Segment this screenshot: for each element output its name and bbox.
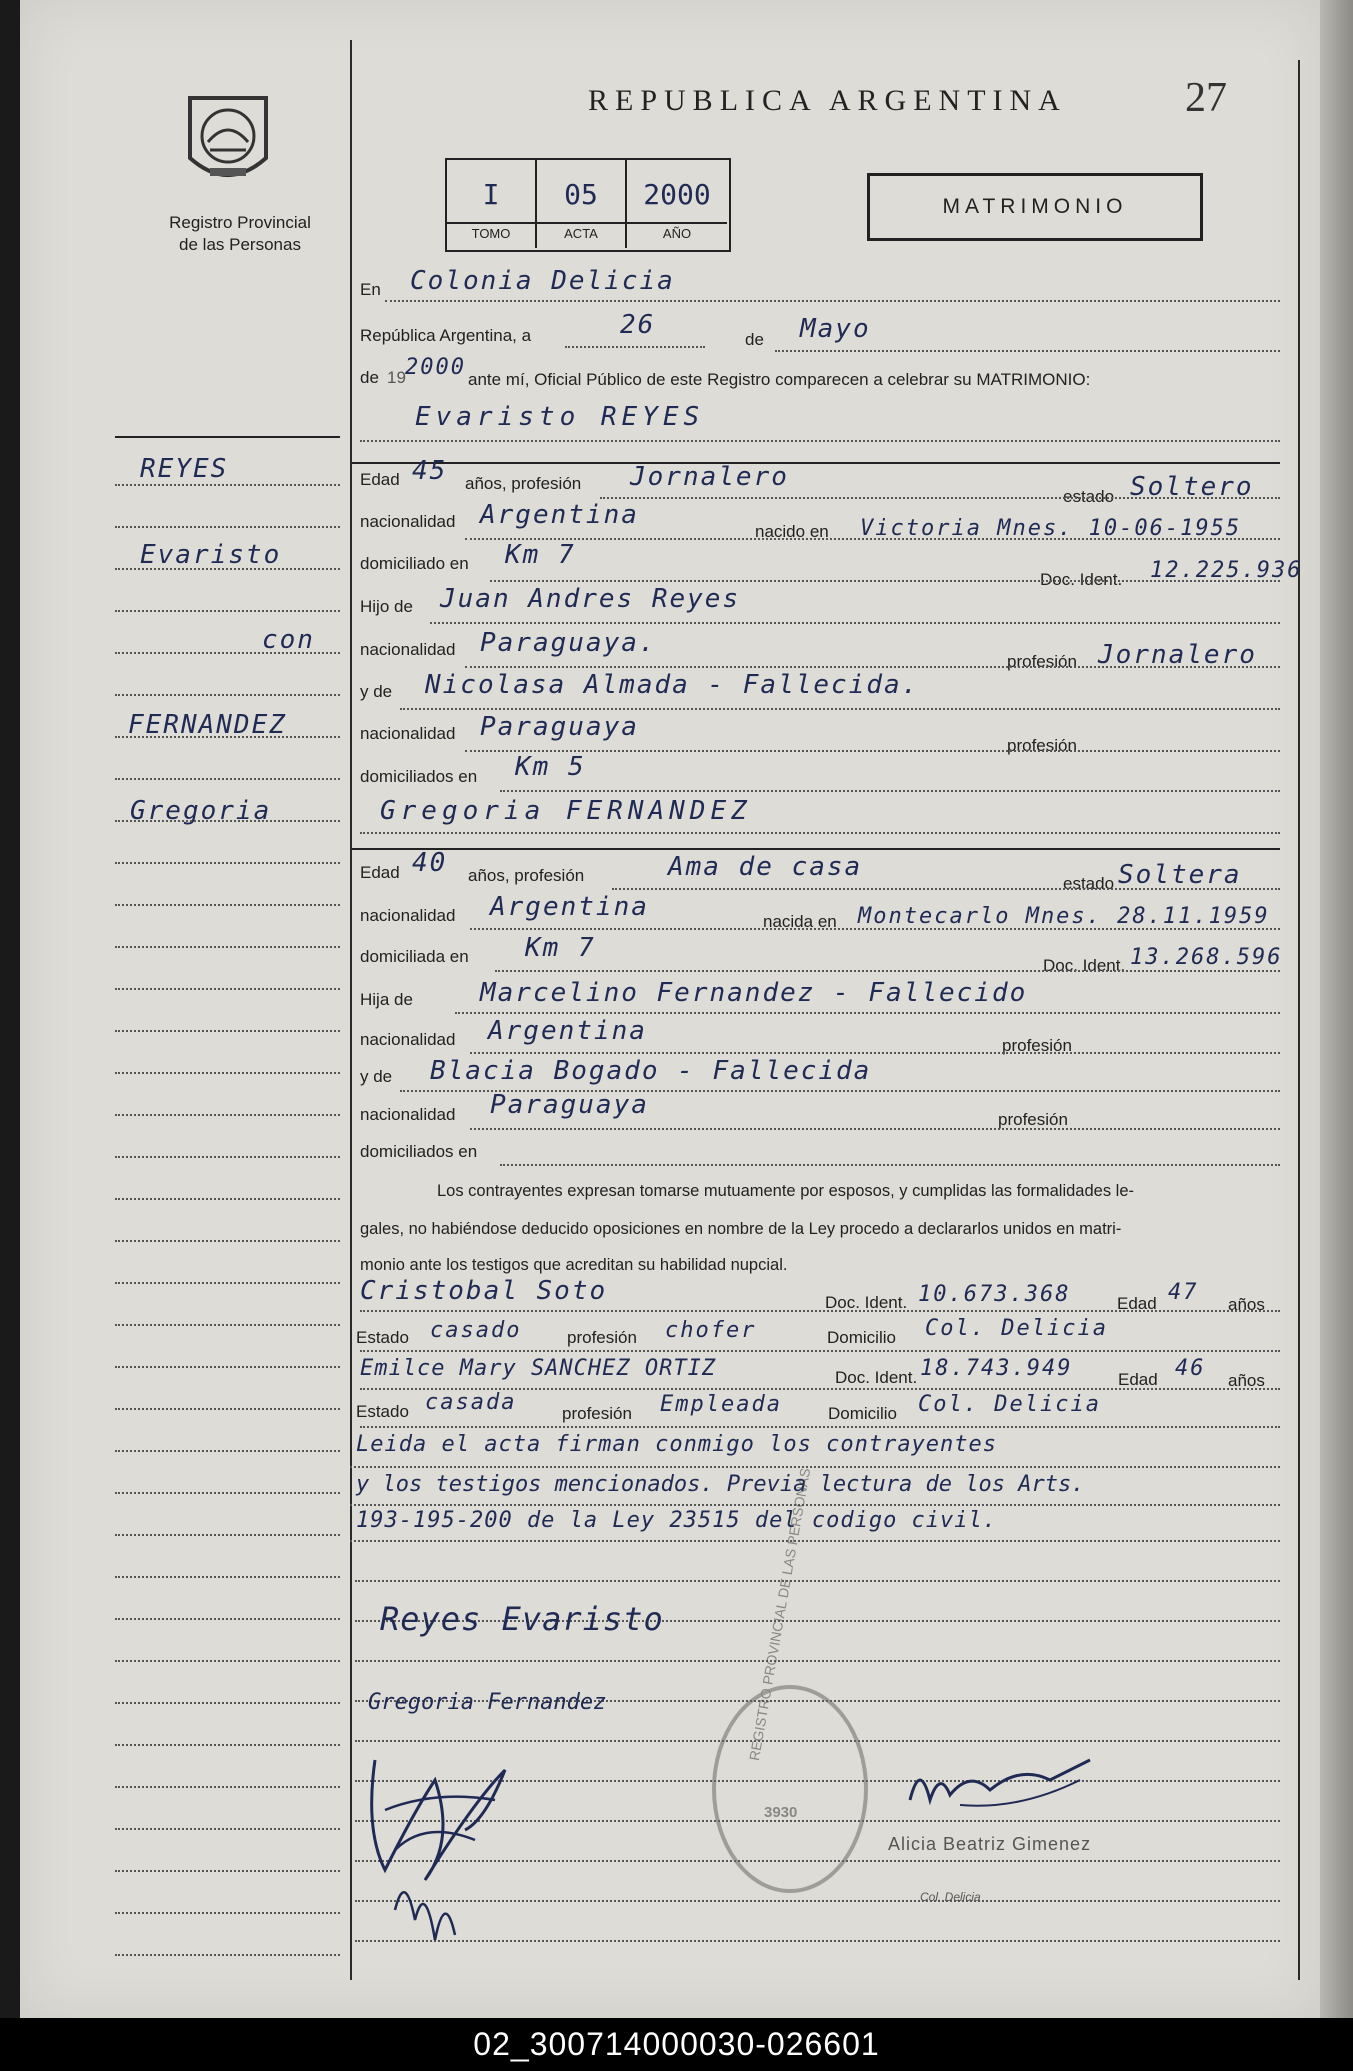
witness2-profession: Empleada	[660, 1392, 782, 1417]
bride-yde-label: y de	[360, 1067, 393, 1086]
groom-hijo-label: Hijo de	[360, 597, 413, 616]
month-value: Mayo	[800, 314, 871, 344]
groom-mother-nationality: Paraguaya	[480, 712, 639, 742]
bride-age: 40	[412, 848, 448, 878]
day-value: 26	[620, 310, 656, 340]
groom-signature: Reyes Evaristo	[380, 1600, 664, 1638]
dotted-line	[500, 790, 1280, 792]
dotted-line	[115, 1870, 340, 1872]
bride-birthplace: Montecarlo Mnes. 28.11.1959	[858, 904, 1270, 929]
dotted-line	[115, 1576, 340, 1578]
groom-age: 45	[412, 456, 448, 486]
groom-estado: Soltero	[1130, 472, 1254, 502]
bride-nationality: Argentina	[490, 892, 649, 922]
witness2-age: 46	[1175, 1356, 1206, 1381]
witness2-anos-label: años	[1228, 1371, 1265, 1390]
groom-doc: 12.225.936	[1150, 558, 1303, 583]
bride-estado: Soltera	[1118, 860, 1242, 890]
witness-signatures-scribble	[355, 1720, 545, 1960]
witness2-domicile: Col. Delicia	[918, 1392, 1101, 1417]
bride-doc-label: Doc. Ident.	[1043, 956, 1126, 975]
witness2-estado-label: Estado	[356, 1402, 409, 1421]
dotted-line	[115, 1198, 340, 1200]
dotted-line	[360, 1350, 1280, 1352]
bride-anos-label: años, profesión	[468, 866, 585, 885]
bride-signature: Gregoria Fernandez	[368, 1690, 607, 1715]
dotted-line	[115, 1282, 340, 1284]
groom-doc-label: Doc. Ident.	[1040, 570, 1123, 589]
dotted-line	[612, 888, 1280, 890]
bride-mother-nat-label: nacionalidad	[360, 1105, 456, 1124]
bride-father: Marcelino Fernandez - Fallecido	[480, 978, 1028, 1008]
witness2-name: Emilce Mary SANCHEZ ORTIZ	[360, 1356, 717, 1381]
dotted-line	[490, 580, 1280, 582]
dotted-line	[455, 1012, 1280, 1014]
witness1-prof-label: profesión	[567, 1328, 637, 1347]
bride-father-nationality: Argentina	[488, 1016, 647, 1046]
dotted-line	[115, 526, 340, 528]
witness1-estado-label: Estado	[356, 1328, 409, 1347]
dotted-line	[115, 862, 340, 864]
dotted-line	[360, 1426, 1280, 1428]
bride-mother-prof-label: profesión	[998, 1110, 1068, 1129]
bride-mother-nationality: Paraguaya	[490, 1090, 649, 1120]
dotted-line	[115, 1660, 340, 1662]
groom-nac-label: nacionalidad	[360, 512, 456, 531]
bride-parents-dom-label: domiciliados en	[360, 1142, 478, 1161]
ante-text: ante mí, Oficial Público de este Registro comparecen a celebrar su MATRIMONIO:	[468, 370, 1091, 389]
dotted-line	[115, 1072, 340, 1074]
witness1-dom-label: Domicilio	[827, 1328, 896, 1347]
dotted-line	[115, 694, 340, 696]
bride-mother: Blacia Bogado - Fallecida	[430, 1056, 872, 1086]
bride-doc: 13.268.596	[1130, 945, 1283, 970]
ano-value: 2000	[643, 178, 711, 211]
margin-name1: Evaristo	[140, 540, 282, 570]
groom-full-name: Evaristo REYES	[415, 402, 705, 432]
dotted-line	[115, 1324, 340, 1326]
witness2-doc: 18.743.949	[920, 1356, 1073, 1381]
bride-nac-label: nacionalidad	[360, 906, 456, 925]
statement-line2: gales, no habiéndose deducido oposiciones en nombre de la Ley procedo a declararlos unidos en matri-	[360, 1220, 1122, 1238]
bride-edad-label: Edad	[360, 863, 400, 882]
dotted-line	[115, 736, 340, 738]
dotted-line	[400, 708, 1280, 710]
groom-father-prof-label: profesión	[1007, 652, 1077, 671]
dotted-line	[115, 1156, 340, 1158]
witness1-domicile: Col. Delicia	[925, 1316, 1108, 1341]
act-number-box	[445, 158, 731, 252]
margin-surname2: FERNANDEZ	[128, 710, 287, 740]
dotted-line	[500, 1164, 1280, 1166]
groom-parents-domicile: Km 5	[515, 752, 586, 782]
bride-estado-label: estado	[1063, 874, 1115, 893]
witness1-anos-label: años	[1228, 1295, 1265, 1314]
witness1-edad-label: Edad	[1117, 1294, 1157, 1313]
dotted-line	[465, 538, 1280, 540]
dotted-line	[600, 497, 1280, 499]
groom-father-profession: Jornalero	[1098, 640, 1257, 670]
tomo-label: TOMO	[447, 222, 535, 244]
closing-line1: Leida el acta firman conmigo los contrayentes	[356, 1432, 998, 1457]
witness1-doc: 10.673.368	[918, 1282, 1071, 1307]
bride-hija-label: Hija de	[360, 990, 413, 1009]
place-value: Colonia Delicia	[410, 266, 675, 296]
dotted-line	[115, 610, 340, 612]
dotted-line	[115, 568, 340, 570]
bride-dom-label: domiciliada en	[360, 947, 469, 966]
dotted-line	[115, 1030, 340, 1032]
dotted-line	[495, 970, 1280, 972]
statement-line3: monio ante los testigos que acreditan su habilidad nupcial.	[360, 1256, 788, 1274]
scan-caption: 02_300714000030-026601	[0, 2018, 1353, 2071]
dotted-line	[360, 832, 1280, 834]
de2-label: de	[360, 368, 379, 387]
official-name: Alicia Beatriz Gimenez	[888, 1834, 1092, 1854]
dotted-line	[115, 778, 340, 780]
statement-line1: Los contrayentes expresan tomarse mutuamente por esposos, y cumplidas las formalidades le-	[437, 1182, 1135, 1200]
groom-anos-label: años, profesión	[465, 474, 582, 493]
official-signature	[900, 1750, 1100, 1820]
registry-name-line2: de las Personas	[179, 235, 301, 254]
dotted-line	[115, 1618, 340, 1620]
witness1-profession: chofer	[665, 1318, 757, 1343]
dotted-line	[115, 988, 340, 990]
dotted-line	[470, 1052, 1280, 1054]
ano-label: AÑO	[627, 222, 727, 244]
groom-nationality: Argentina	[480, 500, 639, 530]
dotted-line	[115, 904, 340, 906]
registry-seal-stamp	[712, 1466, 868, 1893]
witness1-estado: casado	[430, 1318, 522, 1343]
margin-connector: con	[262, 625, 315, 655]
en-label: En	[360, 280, 381, 299]
dotted-line	[115, 820, 340, 822]
dotted-line	[115, 1744, 340, 1746]
groom-profession: Jornalero	[630, 462, 789, 492]
year-value: 2000	[405, 355, 466, 380]
dotted-line	[115, 1450, 340, 1452]
registry-name-line1: Registro Provincial	[169, 213, 311, 232]
groom-father-nationality: Paraguaya.	[480, 628, 657, 658]
bride-father-nat-label: nacionalidad	[360, 1030, 456, 1049]
dotted-line	[115, 1240, 340, 1242]
bride-nacida-label: nacida en	[763, 912, 837, 931]
bride-full-name: Gregoria FERNANDEZ	[380, 796, 752, 826]
groom-mother-nat-label: nacionalidad	[360, 724, 456, 743]
dotted-line	[115, 1534, 340, 1536]
dotted-line	[350, 1540, 1280, 1542]
witness1-doc-label: Doc. Ident.	[825, 1293, 908, 1312]
de-label: de	[745, 330, 764, 349]
groom-mother-prof-label: profesión	[1007, 736, 1077, 755]
groom-mother: Nicolasa Almada - Fallecida.	[425, 670, 920, 700]
dotted-line	[350, 1466, 1280, 1468]
registry-name	[140, 212, 340, 256]
witness1-name: Cristobal Soto	[360, 1276, 608, 1306]
groom-estado-label: estado	[1063, 487, 1115, 506]
groom-parents-dom-label: domiciliados en	[360, 767, 478, 786]
dotted-line	[565, 346, 705, 348]
dotted-line	[115, 1702, 340, 1704]
dotted-line	[115, 1366, 340, 1368]
dotted-line	[115, 1408, 340, 1410]
closing-line3: 193-195-200 de la Ley 23515 del codigo civil.	[356, 1508, 998, 1533]
dotted-line	[115, 946, 340, 948]
page-number: 27	[1185, 75, 1227, 121]
groom-yde-label: y de	[360, 682, 393, 701]
section-rule	[352, 462, 1280, 464]
republica-label: República Argentina, a	[360, 326, 532, 345]
stamp-text: REGISTRO PROVINCIAL DE LAS PERSONAS	[746, 1466, 814, 1762]
dotted-line	[115, 1786, 340, 1788]
dotted-line	[470, 1128, 1280, 1130]
groom-dom-label: domiciliado en	[360, 554, 469, 573]
margin-surname1: REYES	[140, 454, 229, 484]
official-note: Col. Delicia	[920, 1890, 981, 1904]
witness2-dom-label: Domicilio	[828, 1404, 897, 1423]
section-rule	[352, 848, 1280, 850]
dotted-line	[385, 300, 1280, 302]
groom-nacido-label: nacido en	[755, 522, 829, 541]
dotted-line	[465, 666, 1280, 668]
dotted-line	[360, 1310, 1280, 1312]
witness2-doc-label: Doc. Ident.	[835, 1368, 918, 1387]
dotted-line	[115, 484, 340, 486]
document-type-box: MATRIMONIO	[867, 173, 1203, 241]
bride-father-prof-label: profesión	[1002, 1036, 1072, 1055]
witness2-estado: casada	[425, 1390, 517, 1415]
adjacent-page-edge	[1320, 0, 1353, 2018]
margin-rule	[115, 436, 340, 438]
groom-edad-label: Edad	[360, 470, 400, 489]
groom-father: Juan Andres Reyes	[440, 584, 741, 614]
stamp-number: 3930	[764, 1804, 798, 1821]
acta-value: 05	[564, 178, 598, 211]
dotted-line	[115, 1954, 340, 1956]
dotted-line	[115, 1114, 340, 1116]
witness1-age: 47	[1168, 1280, 1199, 1305]
groom-domicile: Km 7	[505, 540, 576, 570]
dotted-line	[430, 622, 1280, 624]
bride-profession: Ama de casa	[668, 852, 863, 882]
groom-father-nat-label: nacionalidad	[360, 640, 456, 659]
tomo-value: I	[482, 178, 500, 211]
dotted-line	[355, 1580, 1280, 1582]
margin-name2: Gregoria	[130, 796, 272, 826]
dotted-line	[115, 1912, 340, 1914]
dotted-line	[355, 1660, 1280, 1662]
dotted-line	[115, 1492, 340, 1494]
dotted-line	[465, 750, 1280, 752]
document-page	[20, 0, 1320, 2018]
seal-icon	[180, 88, 276, 192]
closing-line2: y los testigos mencionados. Previa lectura de los Arts.	[356, 1472, 1085, 1497]
margin-divider	[350, 40, 352, 1980]
right-border	[1298, 60, 1300, 1980]
dotted-line	[350, 1504, 1280, 1506]
country-title: REPUBLICA ARGENTINA	[588, 84, 1067, 117]
groom-birthplace: Victoria Mnes. 10-06-1955	[860, 516, 1242, 541]
witness2-prof-label: profesión	[562, 1404, 632, 1423]
dotted-line	[360, 440, 1280, 442]
dotted-line	[115, 1828, 340, 1830]
dotted-line	[775, 350, 1280, 352]
bride-domicile: Km 7	[525, 933, 596, 963]
dotted-line	[470, 928, 1280, 930]
witness2-edad-label: Edad	[1118, 1370, 1158, 1389]
dotted-line	[115, 652, 340, 654]
acta-label: ACTA	[537, 222, 625, 244]
year-prefix-struck: 19	[387, 368, 406, 387]
